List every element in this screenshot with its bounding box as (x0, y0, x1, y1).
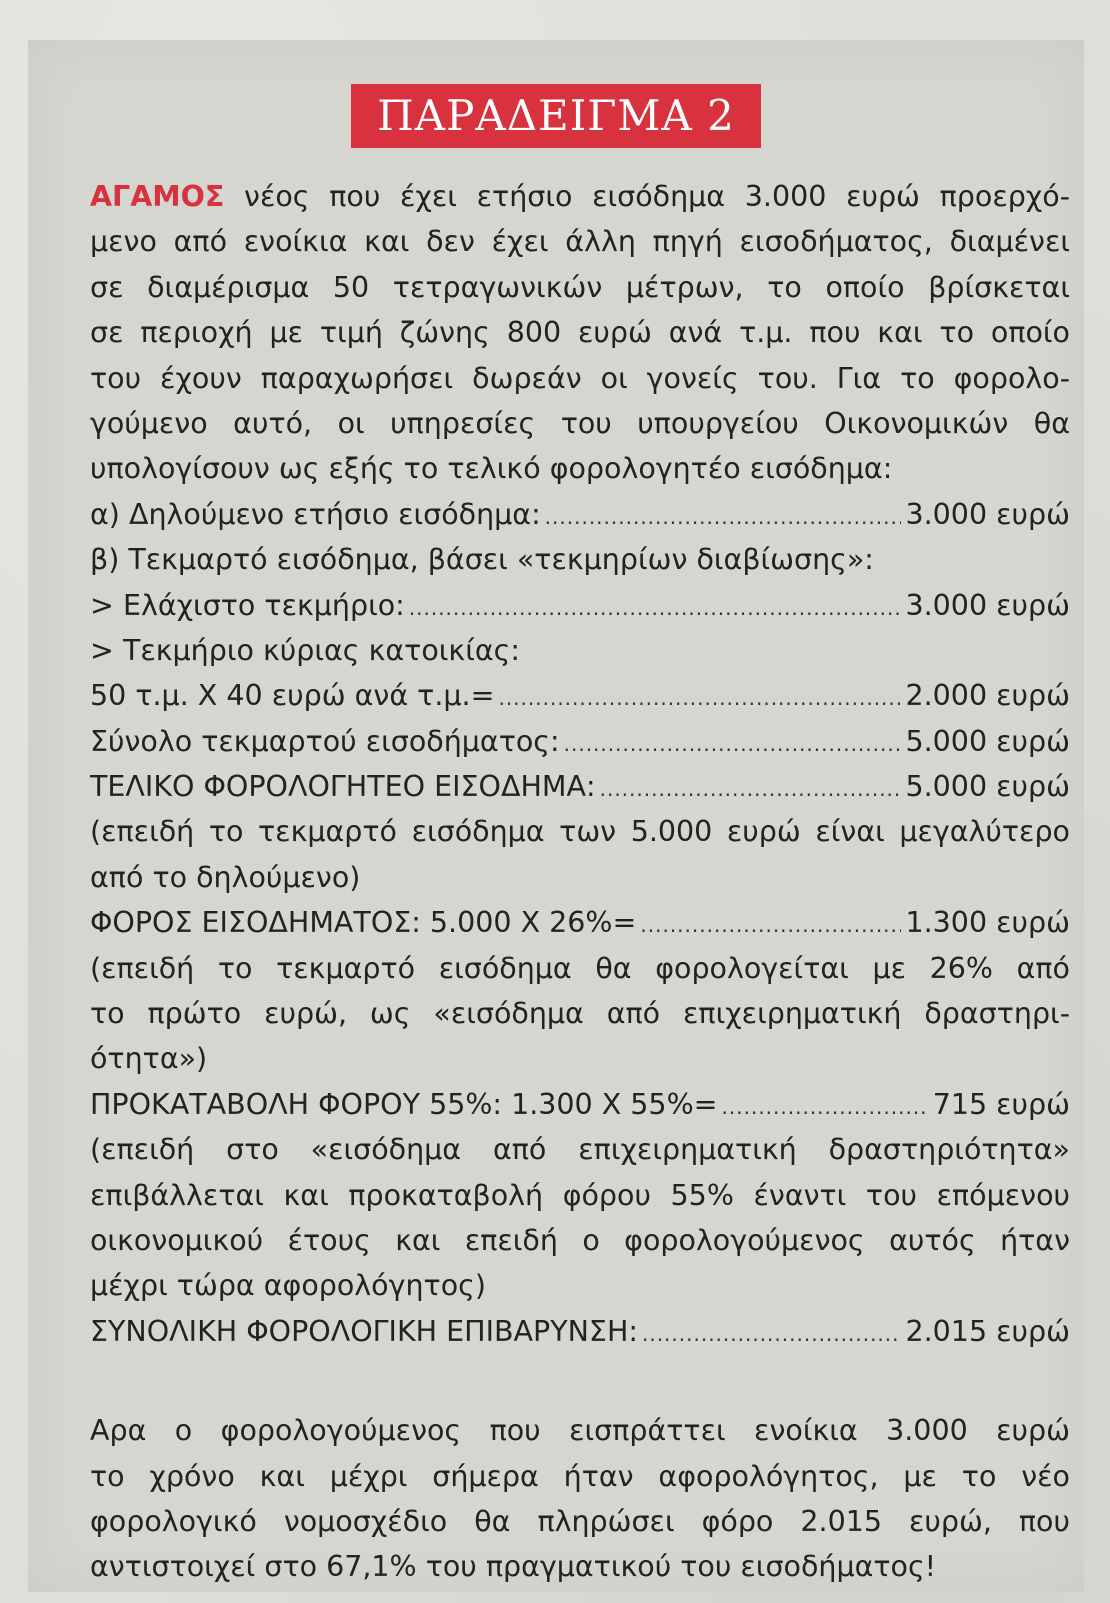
taxable-income-label: ΤΕΛΙΚΟ ΦΟΡΟΛΟΓΗΤΕΟ ΕΙΣΟΔΗΜΑ: (90, 770, 596, 804)
intro-line: υπολογίσουν ως εξής το τελικό φορολογητέο εισόδημα: (90, 452, 893, 486)
minimum-presumption-row (90, 583, 1070, 628)
intro-line (90, 174, 1070, 219)
intro-line: σε διαμέρισμα 50 τετραγωνικών μέτρων, το οποίο βρίσκεται (90, 270, 1070, 304)
intro-line-rest: νέος που έχει ετήσιο εισόδημα 3.000 ευρώ προερχό- (224, 180, 1070, 213)
conclusion-line: αντιστοιχεί στο 67,1% του πραγματικού του εισοδήματος! (90, 1550, 937, 1584)
paragraph-gap (90, 1354, 1070, 1408)
prepayment-note-line: μέχρι τώρα αφορολόγητος) (90, 1269, 486, 1303)
income-tax-note-line: το πρώτο ευρώ, ως «εισόδημα από επιχειρηματική δραστηρι- (90, 997, 1070, 1031)
example-box (28, 40, 1084, 1592)
prepayment-note-line: οικονομικού έτους και επειδή ο φορολογούμενος αυτός ήταν (90, 1223, 1070, 1257)
declared-income-value: 3.000 ευρώ (905, 497, 1070, 531)
taxable-income-value: 5.000 ευρώ (905, 770, 1070, 804)
prepayment-row (90, 1082, 1070, 1127)
title-banner (28, 84, 1084, 148)
leader-dots (498, 676, 901, 718)
leader-dots (642, 1312, 902, 1354)
prepayment-label: ΠΡΟΚΑΤΑΒΟΛΗ ΦΟΡΟΥ 55%: 1.300 Χ 55%= (90, 1087, 718, 1121)
conclusion-line: φορολογικό νομοσχέδιο θα πληρώσει φόρο 2.015 ευρώ, που (90, 1504, 1070, 1538)
conclusion-line: Αρα ο φορολογούμενος που εισπράττει ενοίκια 3.000 ευρώ (90, 1414, 1070, 1448)
presumed-income-heading: β) Τεκμαρτό εισόδημα, βάσει «τεκμηρίων διαβίωσης»: (90, 543, 874, 577)
intro-line: γούμενο αυτό, οι υπηρεσίες του υπουργείου Οικονομικών θα (90, 406, 1070, 440)
leader-dots (722, 1085, 929, 1127)
taxable-note-line: (επειδή το τεκμαρτό εισόδημα των 5.000 ευρώ είναι μεγαλύτερο (90, 815, 1070, 849)
income-tax-note-line: (επειδή το τεκμαρτό εισόδημα θα φορολογείται με 26% από (90, 951, 1070, 985)
income-tax-note-line: ότητα») (90, 1042, 208, 1076)
leader-dots (409, 586, 902, 628)
minimum-presumption-label: > Ελάχιστο τεκμήριο: (90, 588, 405, 622)
presumed-total-value: 5.000 ευρώ (905, 724, 1070, 758)
prepayment-note-line: επιβάλλεται και προκαταβολή φόρου 55% έναντι του επόμενου (90, 1178, 1070, 1212)
minimum-presumption-value: 3.000 ευρώ (905, 588, 1070, 622)
income-tax-row (90, 900, 1070, 945)
intro-line: του έχουν παραχωρήσει δωρεάν οι γονείς του. Για το φορολο- (90, 361, 1070, 395)
intro-line: μενο από ενοίκια και δεν έχει άλλη πηγή εισοδήματος, διαμένει (90, 225, 1070, 259)
taxable-income-row (90, 764, 1070, 809)
total-burden-label: ΣΥΝΟΛΙΚΗ ΦΟΡΟΛΟΓΙΚΗ ΕΠΙΒΑΡΥΝΣΗ: (90, 1314, 638, 1348)
residence-presumption-value: 2.000 ευρώ (905, 679, 1070, 713)
prepayment-note-line: (επειδή στο «εισόδημα από επιχειρηματική δραστηριότητα» (90, 1133, 1070, 1167)
residence-presumption-label: 50 τ.μ. Χ 40 ευρώ ανά τ.μ.= (90, 679, 495, 713)
declared-income-label: α) Δηλούμενο ετήσιο εισόδημα: (90, 497, 541, 531)
leader-dots (600, 767, 902, 809)
total-burden-row (90, 1309, 1070, 1354)
example-title: ΠΑΡΑΔΕΙΓΜΑ 2 (351, 84, 761, 148)
residence-presumption-row (90, 673, 1070, 718)
total-burden-value: 2.015 ευρώ (905, 1314, 1070, 1348)
conclusion-line: το χρόνο και μέχρι σήμερα ήταν αφορολόγητος, με το νέο (90, 1459, 1070, 1493)
highlight-word: ΑΓΑΜΟΣ (90, 180, 225, 213)
intro-line: σε περιοχή με τιμή ζώνης 800 ευρώ ανά τ.μ. που και το οποίο (90, 316, 1070, 350)
prepayment-value: 715 ευρώ (932, 1087, 1070, 1121)
presumed-total-label: Σύνολο τεκμαρτού εισοδήματος: (90, 724, 560, 758)
taxable-note-line: από το δηλούμενο) (90, 860, 361, 894)
presumed-total-row (90, 719, 1070, 764)
article-body (90, 174, 1070, 1590)
leader-dots (564, 722, 902, 764)
income-tax-value: 1.300 ευρώ (905, 906, 1070, 940)
residence-presumption-heading: > Τεκμήριο κύριας κατοικίας: (90, 633, 520, 667)
leader-dots (545, 495, 902, 537)
declared-income-row (90, 492, 1070, 537)
income-tax-label: ΦΟΡΟΣ ΕΙΣΟΔΗΜΑΤΟΣ: 5.000 Χ 26%= (90, 906, 637, 940)
leader-dots (640, 903, 901, 945)
